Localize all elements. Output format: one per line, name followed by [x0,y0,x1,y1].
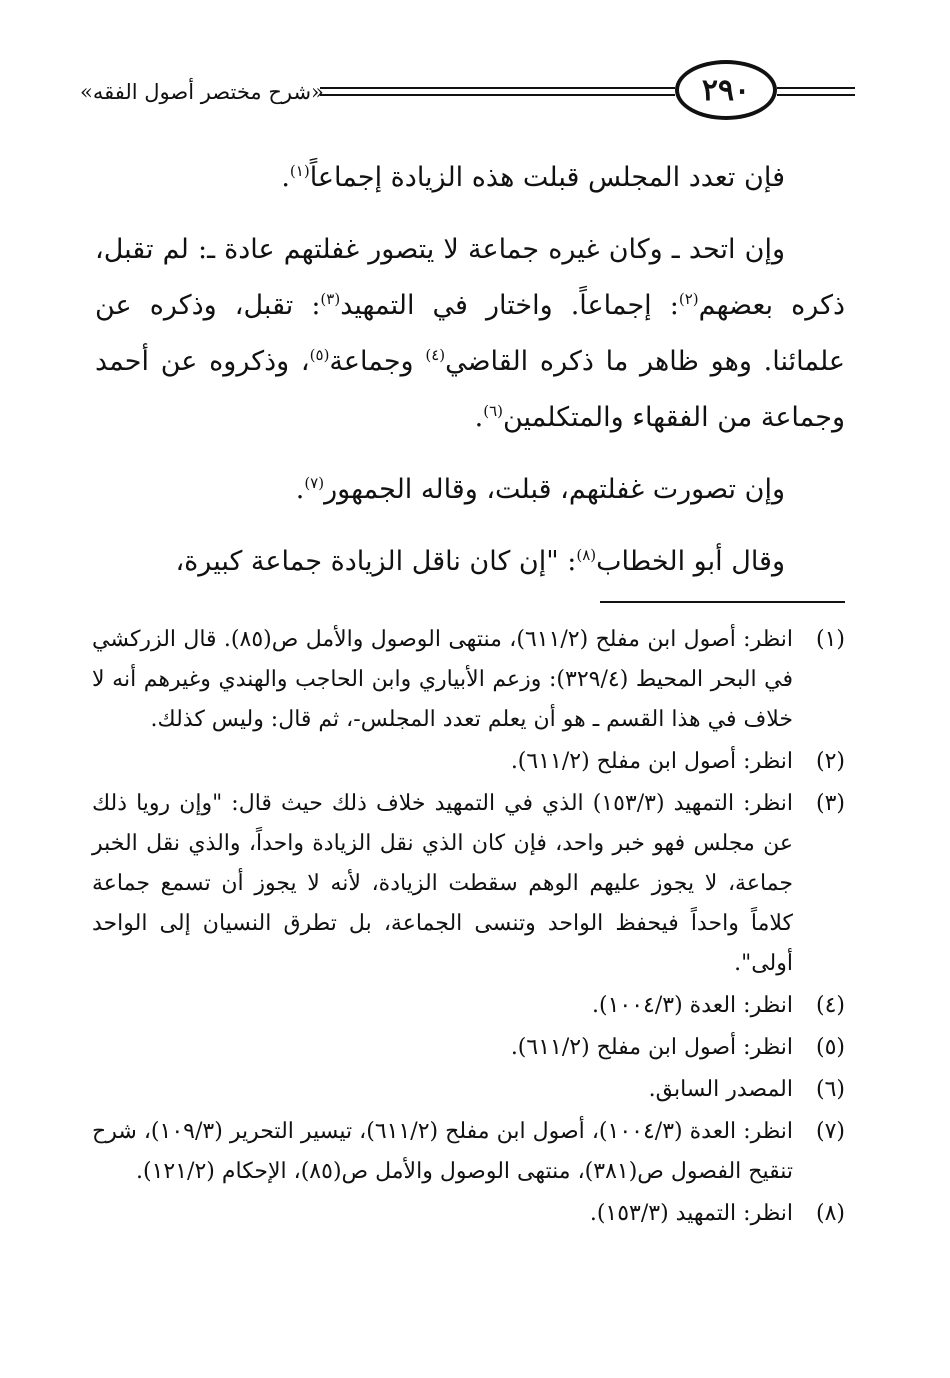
page-header [80,60,855,130]
footnote-number: (٢) [815,749,845,774]
footnote-text: انظر: التمهيد (١٥٣/٣). [589,1201,793,1226]
footnote-8 [92,1194,845,1234]
footnote-text: انظر: أصول ابن مفلح (٦١١/٢). [510,749,793,774]
footnote-ref-3[interactable]: (٣) [320,290,341,308]
p2-text-6: . [474,402,484,433]
footnote-ref-1[interactable]: (١) [289,162,310,180]
footnote-ref-2[interactable]: (٢) [678,290,699,308]
footnote-1 [92,620,845,740]
paragraph-3 [95,462,845,518]
footnote-separator [600,601,845,603]
footnote-4 [92,986,845,1026]
footnote-ref-4[interactable]: (٤) [425,346,446,364]
footnote-number: (٦) [815,1077,845,1102]
footnote-text: انظر: العدة (١٠٠٤/٣). [592,993,793,1018]
footnote-7 [92,1112,845,1192]
paragraph-4 [95,534,845,590]
footnote-6 [92,1070,845,1110]
footnote-5 [92,1028,845,1068]
page-number: ٢٩٠ [701,72,751,108]
book-title: «شرح مختصر أصول الفقه» [80,80,324,104]
p3-end: . [295,474,305,505]
paragraph-2 [95,222,845,446]
footnote-ref-6[interactable]: (٦) [483,402,503,420]
p2-text-1: وإن اتحد ـ وكان غيره جماعة لا يتصور غفلتهم عادة ـ: لم تقبل، ذكره بعضهم [95,234,845,321]
paragraph-1 [95,150,845,206]
p1-text: فإن تعدد المجلس قبلت هذه الزيادة إجماعاً [309,162,785,193]
footnote-text: انظر: أصول ابن مفلح (٦١١/٢)، منتهى الوصول والأمل ص(٨٥). قال الزركشي في البحر المحيط (٣٢٩/٤): وزعم الأبياري وابن الحاجب والهندي وغيرهم أنه لا خلاف في هذا القسم ـ هو أن يعلم تعدد المجلس-، ثم قال: وليس كذلك. [92,627,794,732]
footnote-text: المصدر السابق. [648,1077,793,1102]
footnote-text: انظر: أصول ابن مفلح (٦١١/٢). [510,1035,793,1060]
header-rule-left-bottom [320,94,675,96]
footnote-2 [92,742,845,782]
footnote-ref-8[interactable]: (٨) [576,546,597,564]
main-text [95,150,845,606]
footnote-number: (١) [815,627,845,652]
p4-text-1: وقال أبو الخطاب [596,546,785,577]
footnote-number: (٣) [815,791,845,816]
p3-text: وإن تصورت غفلتهم، قبلت، وقاله الجمهور [324,474,785,505]
footnote-number: (٤) [815,993,845,1018]
footnote-ref-7[interactable]: (٧) [304,474,325,492]
p2-text-3: : تقبل، وذكره عن علمائنا. وهو ظاهر ما ذكره القاضي [95,290,846,377]
footnote-number: (٧) [815,1119,845,1144]
footnote-3 [92,784,845,984]
header-rule-left-top [320,87,675,89]
footnote-number: (٨) [815,1201,845,1226]
p1-end: . [281,162,290,193]
p2-text-5: ، وذكروه عن أحمد وجماعة من الفقهاء والمتكلمين [95,346,845,433]
header-rule-right-top [777,87,855,89]
p4-text-2: : "إن كان ناقل الزيادة جماعة كبيرة، [175,546,577,577]
p2-text-4: وجماعة [329,346,426,377]
footnote-number: (٥) [815,1035,845,1060]
footnote-ref-5[interactable]: (٥) [309,346,330,364]
header-rule-right-bottom [777,94,855,96]
page-number-badge [675,60,777,120]
footnote-text: انظر: العدة (١٠٠٤/٣)، أصول ابن مفلح (٦١١/٢)، تيسير التحرير (١٠٩/٣)، شرح تنقيح الفصول ص(٣٨١)، منتهى الوصول والأمل ص(٨٥)، الإحكام (١٢١/٢). [92,1119,794,1184]
footnotes [92,620,845,1236]
p2-text-2: : إجماعاً. واختار في التمهيد [340,290,679,321]
footnote-text: انظر: التمهيد (١٥٣/٣) الذي في التمهيد خلاف ذلك حيث قال: "وإن رويا ذلك عن مجلس فهو خبر واحد، فإن كان الذي نقل الزيادة واحداً، والذي نقل الخبر جماعة، لا يجوز عليهم الوهم سقطت الزيادة، لأنه لا يجوز أن تسمع جماعة كلاماً واحداً فيحفظ الواحد وتنسى الجماعة، بل تطرق النسيان إلى الواحد أولى". [92,791,794,976]
